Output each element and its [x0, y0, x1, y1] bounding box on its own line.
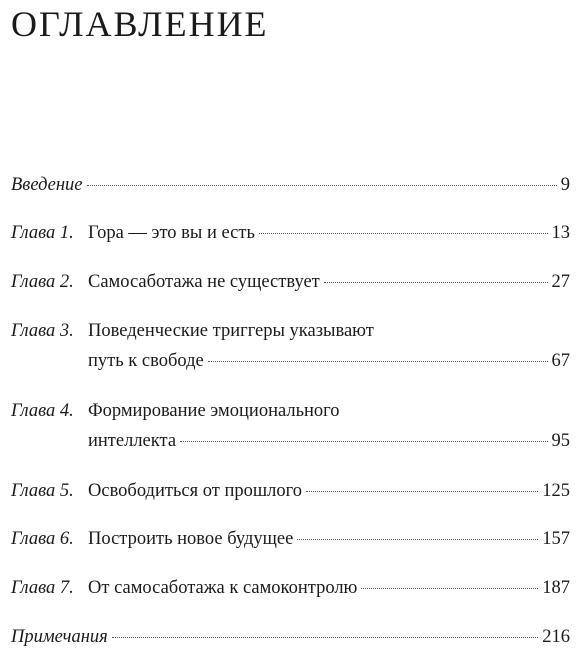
toc-entry-chapter-5[interactable]: [11, 476, 570, 506]
dot-leader: [306, 491, 538, 492]
toc-line: [11, 622, 570, 652]
chapter-label: Глава 6.: [11, 529, 74, 549]
toc-line: [11, 316, 570, 346]
chapter-label: Глава 3.: [11, 321, 74, 341]
chapter-label: Глава 7.: [11, 578, 74, 598]
page-number: 9: [560, 175, 570, 195]
toc-list: [11, 0, 570, 660]
page-number: 13: [551, 223, 570, 243]
page-number: 125: [542, 481, 570, 501]
entry-label: Примечания: [11, 627, 108, 647]
page-number: 216: [542, 627, 570, 647]
toc-line: [11, 396, 570, 426]
chapter-label: Глава 5.: [11, 481, 74, 501]
toc-entry-notes[interactable]: [11, 622, 570, 652]
chapter-label: Глава 2.: [11, 272, 74, 292]
chapter-title: От самосаботажа к самоконтролю: [88, 578, 358, 598]
page-number: 27: [551, 272, 570, 292]
page-title: ОГЛАВЛЕНИЕ: [11, 4, 269, 44]
toc-line: [11, 170, 570, 200]
page-number: 187: [542, 578, 570, 598]
dot-leader: [297, 539, 538, 540]
toc-line: [11, 524, 570, 554]
page-number: 95: [551, 431, 570, 451]
chapter-title-continued: путь к свободе: [88, 351, 204, 371]
chapter-title: Гора — это вы и есть: [88, 223, 255, 243]
toc-entry-chapter-2[interactable]: [11, 267, 570, 297]
toc-entry-chapter-3[interactable]: [11, 316, 570, 376]
dot-leader: [180, 441, 547, 442]
toc-line: [11, 476, 570, 506]
entry-label: Введение: [11, 175, 83, 195]
toc-line-continued: [11, 426, 570, 456]
dot-leader: [112, 637, 539, 638]
chapter-title: Поведенческие триггеры указывают: [88, 321, 374, 341]
toc-line-continued: [11, 346, 570, 376]
chapter-title: Формирование эмоционального: [88, 401, 340, 421]
toc-line: [11, 573, 570, 603]
dot-leader: [259, 233, 548, 234]
toc-line: [11, 218, 570, 248]
dot-leader: [208, 361, 548, 362]
page-number: 67: [551, 351, 570, 371]
chapter-title-continued: интеллекта: [88, 431, 177, 451]
dot-leader: [87, 185, 557, 186]
page-number: 157: [542, 529, 570, 549]
chapter-title: Самосаботажа не существует: [88, 272, 320, 292]
dot-leader: [324, 282, 548, 283]
chapter-title: Освободиться от прошлого: [88, 481, 302, 501]
dot-leader: [361, 588, 538, 589]
toc-entry-chapter-1[interactable]: [11, 218, 570, 248]
chapter-title: Построить новое будущее: [88, 529, 294, 549]
chapter-label: Глава 4.: [11, 401, 74, 421]
toc-entry-introduction[interactable]: [11, 170, 570, 200]
toc-line: [11, 267, 570, 297]
chapter-label: Глава 1.: [11, 223, 74, 243]
toc-entry-chapter-6[interactable]: [11, 524, 570, 554]
toc-entry-chapter-4[interactable]: [11, 396, 570, 456]
toc-entry-chapter-7[interactable]: [11, 573, 570, 603]
